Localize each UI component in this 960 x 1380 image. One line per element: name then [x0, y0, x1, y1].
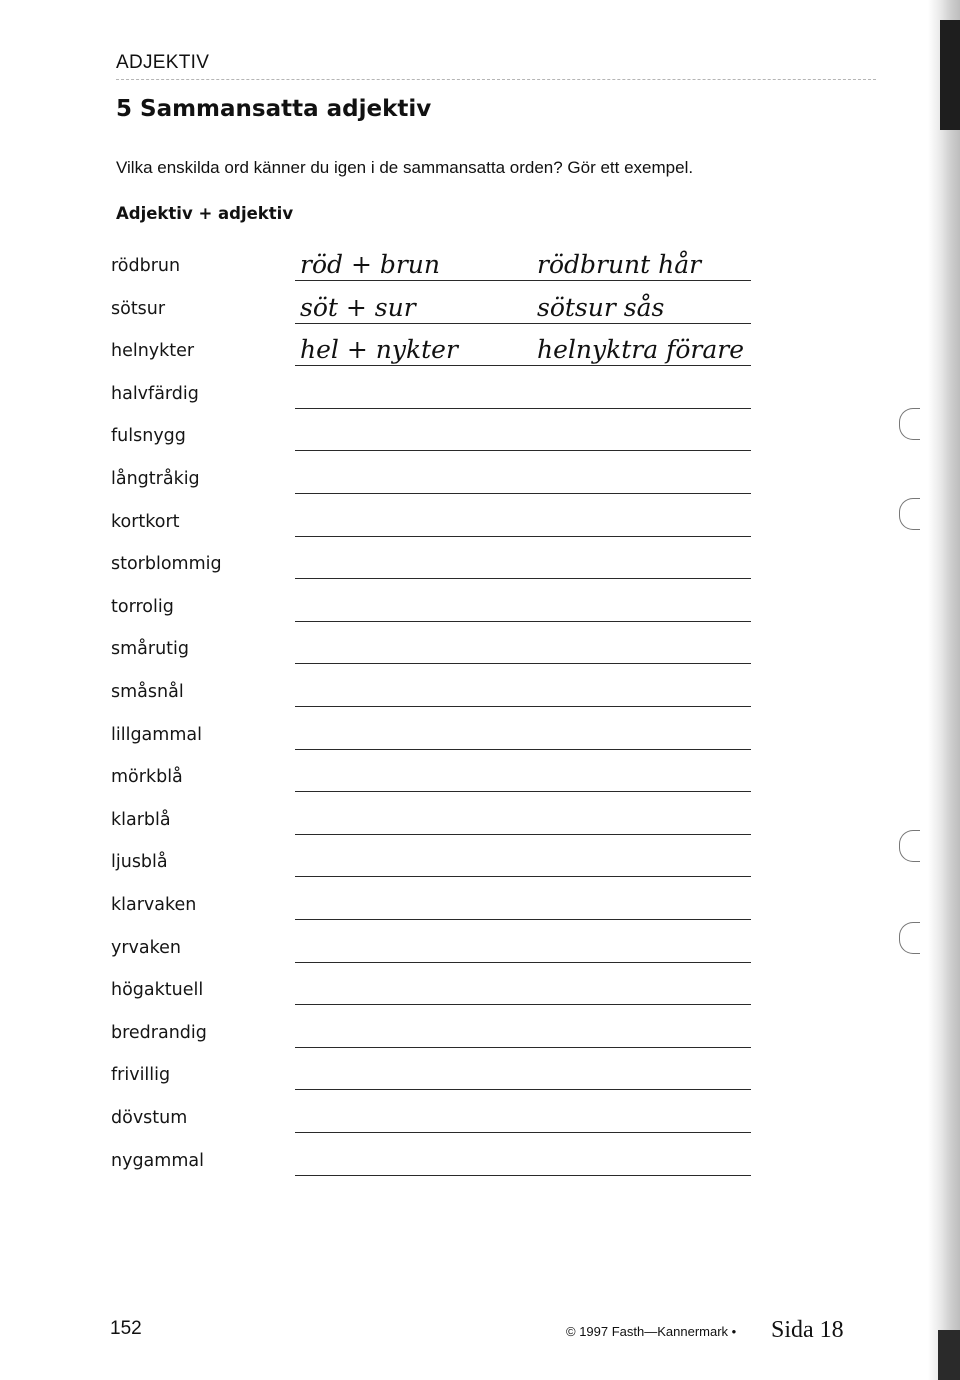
- compound-word: nygammal: [111, 1150, 204, 1171]
- exercise-row: [0, 250, 960, 298]
- compound-word: lillgammal: [111, 724, 202, 745]
- compound-word: klarvaken: [111, 895, 197, 915]
- exercise-row: [0, 469, 960, 511]
- footer-page-number: 152: [110, 1318, 142, 1339]
- exercise-row: [0, 1151, 960, 1193]
- instruction-text: Vilka enskilda ord känner du igen i de sammansatta orden? Gör ett exempel.: [116, 158, 694, 177]
- answer-line[interactable]: [295, 578, 751, 579]
- compound-word: rödbrun: [111, 256, 181, 276]
- compound-word: smårutig: [111, 639, 190, 660]
- answer-line[interactable]: [295, 1175, 751, 1176]
- answer-line[interactable]: [295, 962, 751, 963]
- handwritten-example: helnyktra förare: [537, 335, 745, 365]
- exercise-row: [0, 852, 960, 894]
- exercise-row: [0, 1023, 960, 1065]
- exercise-row: [0, 512, 960, 554]
- compound-word: kortkort: [111, 511, 180, 532]
- exercise-row: [0, 639, 960, 681]
- compound-word: yrvaken: [111, 937, 181, 958]
- answer-line[interactable]: [295, 536, 751, 537]
- exercise-row: [0, 554, 960, 596]
- compound-word: klarblå: [111, 809, 171, 830]
- answer-line[interactable]: [295, 663, 751, 664]
- answer-line[interactable]: [295, 791, 751, 792]
- handwritten-parts: söt + sur: [300, 292, 416, 322]
- answer-line[interactable]: [295, 919, 751, 920]
- answer-line[interactable]: [295, 1089, 751, 1090]
- answer-line[interactable]: [295, 323, 751, 324]
- compound-word: småsnål: [111, 682, 184, 702]
- compound-word: ljusblå: [111, 852, 168, 873]
- exercise-row: [0, 895, 960, 937]
- answer-line[interactable]: [295, 1132, 751, 1133]
- compound-word: helnykter: [111, 341, 195, 362]
- answer-line[interactable]: [295, 834, 751, 835]
- handwritten-example: sötsur sås: [537, 292, 665, 322]
- answer-line[interactable]: [295, 706, 751, 707]
- answer-line[interactable]: [295, 365, 751, 366]
- compound-word: storblommig: [111, 554, 222, 575]
- compound-word: sötsur: [111, 298, 166, 319]
- section-label: ADJEKTIV: [116, 52, 210, 73]
- compound-word: långtråkig: [111, 469, 200, 489]
- exercise-row: [0, 292, 960, 341]
- compound-word: frivillig: [111, 1065, 171, 1086]
- exercise-row: [0, 426, 960, 468]
- answer-line[interactable]: [295, 1004, 751, 1005]
- exercise-row: [0, 384, 960, 426]
- answer-line[interactable]: [295, 280, 751, 281]
- answer-line[interactable]: [295, 493, 751, 494]
- exercise-row: [0, 980, 960, 1022]
- exercise-row: [0, 335, 960, 383]
- exercise-row: [0, 1065, 960, 1107]
- handwritten-example: rödbrunt hår: [537, 250, 702, 279]
- exercise-row: [0, 682, 960, 724]
- footer-sida: Sida 18: [771, 1317, 844, 1343]
- handwritten-parts: röd + brun: [300, 250, 441, 279]
- exercise-row: [0, 767, 960, 809]
- answer-line[interactable]: [295, 450, 751, 451]
- exercise-row: [0, 810, 960, 852]
- compound-word: halvfärdig: [111, 383, 199, 404]
- exercise-row: [0, 1108, 960, 1150]
- answer-line[interactable]: [295, 1047, 751, 1048]
- compound-word: högaktuell: [111, 980, 204, 1001]
- compound-word: torrolig: [111, 596, 174, 617]
- subheading: Adjektiv + adjektiv: [116, 204, 294, 223]
- answer-line[interactable]: [295, 876, 751, 877]
- exercise-row: [0, 725, 960, 767]
- handwritten-parts: hel + nykter: [300, 335, 458, 365]
- exercise-row: [0, 597, 960, 639]
- answer-line[interactable]: [295, 749, 751, 750]
- footer-copyright: © 1997 Fasth—Kannermark •: [566, 1324, 737, 1339]
- page-title: 5 Sammansatta adjektiv: [116, 96, 432, 122]
- compound-word: fulsnygg: [111, 426, 186, 447]
- compound-word: mörkblå: [111, 767, 183, 788]
- answer-line[interactable]: [295, 621, 751, 622]
- compound-word: bredrandig: [111, 1022, 207, 1043]
- answer-line[interactable]: [295, 408, 751, 409]
- exercise-row: [0, 938, 960, 980]
- compound-word: dövstum: [111, 1108, 188, 1128]
